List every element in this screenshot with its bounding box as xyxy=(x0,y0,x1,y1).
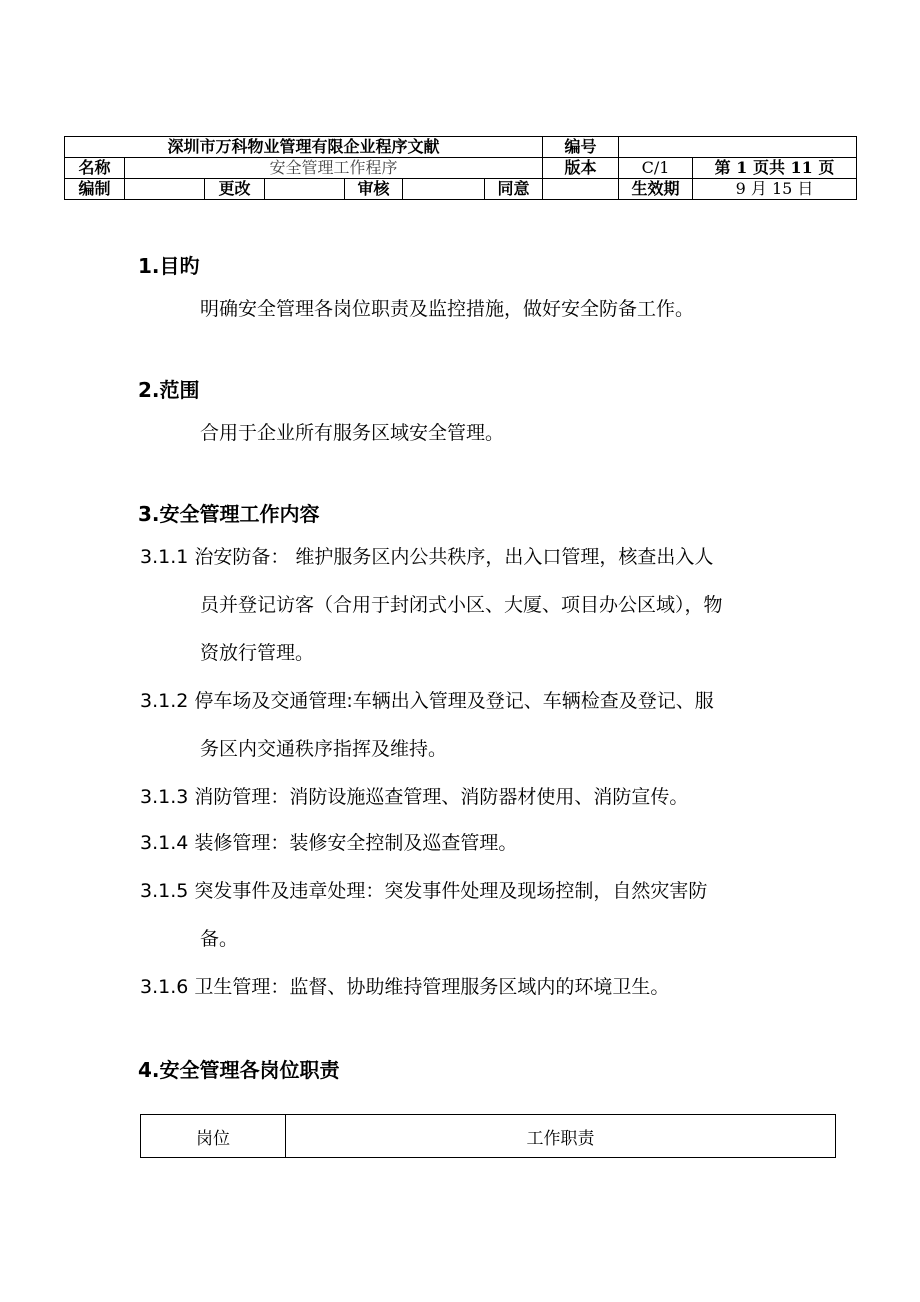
page-info: 第 1 页共 11 页 xyxy=(693,158,857,179)
approved-label: 同意 xyxy=(485,179,543,200)
effective-value: 9 月 15 日 xyxy=(693,179,857,200)
reviewed-label: 审核 xyxy=(345,179,403,200)
compiled-value xyxy=(125,179,205,200)
section-3-line: 务区内交通秩序指挥及维持。 xyxy=(200,738,448,760)
section-3-line: 3.1.3 消防管理：消防设施巡查管理、消防器材使用、消防宣传。 xyxy=(140,786,689,808)
company-title: 深圳市万科物业管理有限企业程序文献 xyxy=(65,137,543,158)
section-3-line: 3.1.6 卫生管理：监督、协助维持管理服务区域内的环境卫生。 xyxy=(140,976,670,998)
section-3-title: 3.安全管理工作内容 xyxy=(138,502,320,526)
section-3-line: 3.1.5 突发事件及违章处理：突发事件处理及现场控制，自然灾害防 xyxy=(140,880,708,902)
number-value xyxy=(619,137,857,158)
changed-value xyxy=(265,179,345,200)
section-1-body: 明确安全管理各岗位职责及监控措施，做好安全防备工作。 xyxy=(200,298,695,320)
name-label: 名称 xyxy=(65,158,125,179)
version-label: 版本 xyxy=(543,158,619,179)
name-value: 安全管理工作程序 xyxy=(125,158,543,179)
compiled-label: 编制 xyxy=(65,179,125,200)
section-3-line: 员并登记访客（合用于封闭式小区、大厦、项目办公区域），物 xyxy=(200,594,723,616)
section-3-line: 资放行管理。 xyxy=(200,642,315,664)
section-2-body: 合用于企业所有服务区域安全管理。 xyxy=(200,422,505,444)
document-header-table xyxy=(64,136,857,200)
reviewed-value xyxy=(403,179,485,200)
changed-label: 更改 xyxy=(205,179,265,200)
duties-col-position: 岗位 xyxy=(141,1115,286,1158)
duties-col-responsibilities: 工作职责 xyxy=(286,1115,836,1158)
section-3-line: 3.1.1 治安防备： 维护服务区内公共秩序，出入口管理，核查出入人 xyxy=(140,546,714,568)
section-3-line: 备。 xyxy=(200,928,239,950)
duties-table xyxy=(140,1114,836,1158)
section-2-title: 2.范围 xyxy=(138,378,200,402)
section-1-title: 1.目旳 xyxy=(138,254,200,278)
effective-label: 生效期 xyxy=(619,179,693,200)
section-4-title: 4.安全管理各岗位职责 xyxy=(138,1058,340,1082)
version-value: C/1 xyxy=(619,158,693,179)
section-3-line: 3.1.4 装修管理：装修安全控制及巡查管理。 xyxy=(140,832,518,854)
approved-value xyxy=(543,179,619,200)
section-3-line: 3.1.2 停车场及交通管理:车辆出入管理及登记、车辆检查及登记、服 xyxy=(140,690,714,712)
number-label: 编号 xyxy=(543,137,619,158)
